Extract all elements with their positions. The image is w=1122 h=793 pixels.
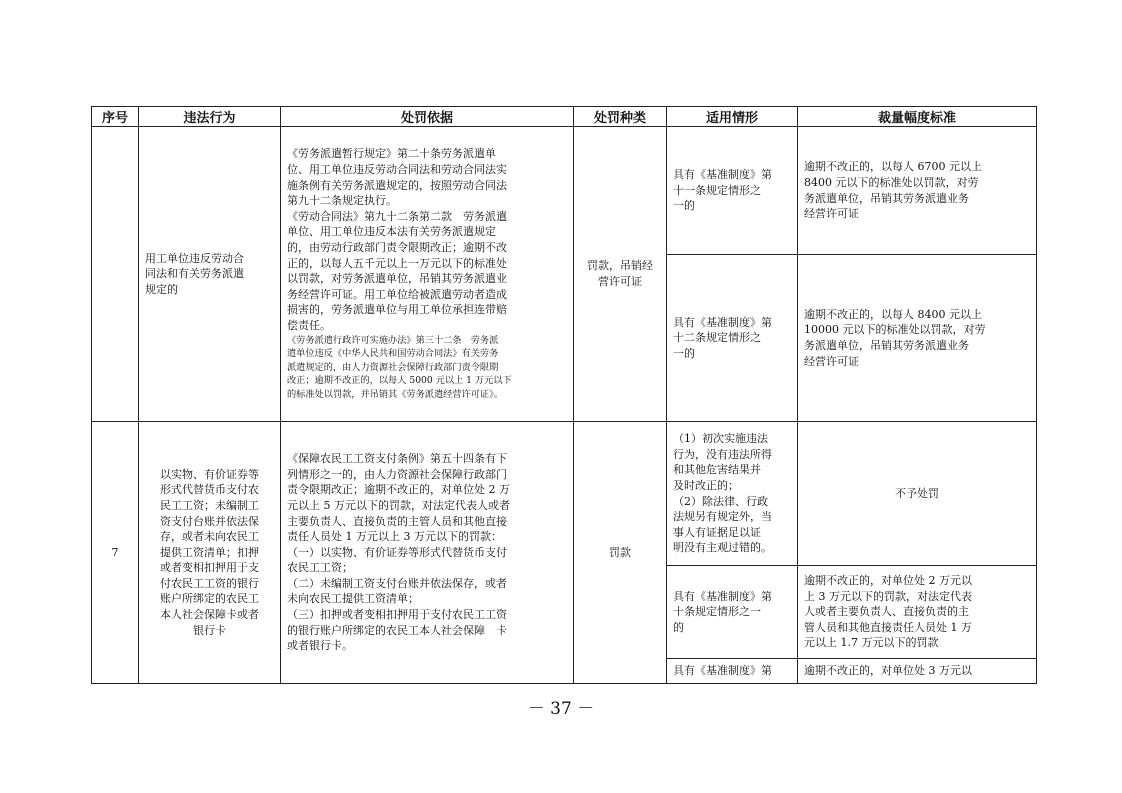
header-penalty-type: 处罚种类 — [574, 107, 667, 127]
penalty-basis-note: 《劳务派遣行政许可实施办法》第三十二条 劳务派 遣单位违反《中华人民共和国劳动合同法》有关劳务 派遣规定的，由人力资源社会保障行政部门责令限期 改正；逾期不改正的，以每人 5000 元以上 1 万元以下 的标准处以罚款，并吊销其《劳务派遣经营许可证》。 — [287, 334, 512, 400]
situation-cell: 具有《基准制度》第 十条规定情形之一 的 — [667, 566, 798, 659]
table-row — [92, 127, 1037, 255]
penalty-standard-table — [91, 106, 1037, 684]
situation-cell: 具有《基准制度》第 — [667, 659, 798, 684]
header-violation: 违法行为 — [139, 107, 281, 127]
header-penalty-basis: 处罚依据 — [281, 107, 574, 127]
serial-number-cell: 7 — [92, 422, 139, 684]
standard-cell: 逾期不改正的，对单位处 2 万元以 上 3 万元以下的罚款，对法定代表 人或者主要负责人、直接负责的主 管人员和其他直接责任人员处 1 万 元以上 1.7 万元以下的罚款 — [798, 566, 1037, 659]
violation-cell: 用工单位违反劳动合 同法和有关劳务派遣 规定的 — [139, 127, 281, 422]
table-header-row — [92, 107, 1037, 127]
header-serial-number: 序号 — [92, 107, 139, 127]
penalty-basis-cell: 《保障农民工工资支付条例》第五十四条有下 列情形之一的，由人力资源社会保障行政部门 责令限期改正；逾期不改正的，对单位处 2 万 元以上 5 万元以下的罚款，对法定代表人或者 主要负责人、直接负责的主管人员和其他直接 责任人员处 1 万元以上 3 万元以下的罚款： （一）以实物、有价证券等形式代替货币支付 农民工工资； （二）未编制工资支付台账并依法保存，或者 未向农民工提供工资清单； （三）扣押或者变相扣押用于支付农民工工资 的银行账户所绑定的农民工本人社会保障 卡 或者银行卡。 — [281, 422, 574, 684]
serial-number-cell — [92, 127, 139, 422]
violation-cell: 以实物、有价证券等 形式代替货币支付农 民工工资；未编制工 资支付台账并依法保 存，或者未向农民工 提供工资清单；扣押 或者变相扣押用于支 付农民工工资的银行 账户所绑定的农民工 本人社会保障卡或者 银行卡 — [139, 422, 281, 684]
penalty-type-cell: 罚款 — [574, 422, 667, 684]
penalty-type-cell: 罚款，吊销经 营许可证 — [574, 127, 667, 422]
standard-cell: 逾期不改正的，对单位处 3 万元以 — [798, 659, 1037, 684]
standard-cell: 逾期不改正的，以每人 8400 元以上 10000 元以下的标准处以罚款，对劳 务派遣单位，吊销其劳务派遣业务 经营许可证 — [798, 255, 1037, 422]
standard-cell: 逾期不改正的，以每人 6700 元以上 8400 元以下的标准处以罚款，对劳 务派遣单位，吊销其劳务派遣业务 经营许可证 — [798, 127, 1037, 255]
situation-cell: 具有《基准制度》第 十二条规定情形之 一的 — [667, 255, 798, 422]
situation-cell: （1）初次实施违法 行为，没有违法所得 和其他危害结果并 及时改正的； （2）除法律、行政 法规另有规定外，当 事人有证据足以证 明没有主观过错的。 — [667, 422, 798, 566]
penalty-basis-text: 《劳务派遣暂行规定》第二十条劳务派遣单 位、用工单位违反劳动合同法和劳动合同法实 施条例有关劳务派遣规定的，按照劳动合同法 第九十二条规定执行。 《劳动合同法》第九十二条第二款 劳务派遣 单位、用工单位违反本法有关劳务派遣规定 的，由劳动行政部门责令限期改正；逾期不改 正的，以每人五千元以上一万元以下的标准处 以罚款，对劳务派遣单位，吊销其劳务派遣业 务经营许可证。用工单位给被派遣劳动者造成 损害的，劳务派遣单位与用工单位承担连带赔 偿责任。 — [287, 147, 507, 332]
table-row — [92, 422, 1037, 566]
header-discretion-standard: 裁量幅度标准 — [798, 107, 1037, 127]
penalty-basis-cell — [281, 127, 574, 422]
page-number: － 37 － — [527, 699, 595, 719]
header-applicable-situation: 适用情形 — [667, 107, 798, 127]
standard-cell: 不予处罚 — [798, 422, 1037, 566]
situation-cell: 具有《基准制度》第 十一条规定情形之 一的 — [667, 127, 798, 255]
